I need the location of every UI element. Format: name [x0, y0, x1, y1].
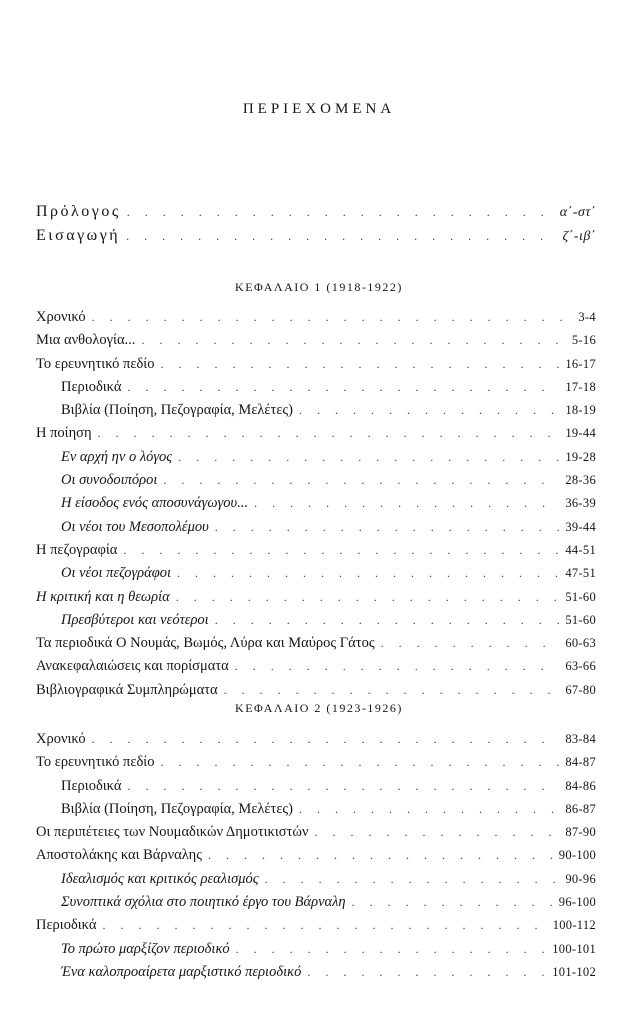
dot-leader	[98, 426, 560, 441]
dot-leader	[92, 732, 560, 747]
toc-entry-title: Βιβλία (Ποίηση, Πεζογραφία, Μελέτες)	[61, 800, 294, 817]
toc-entry	[36, 519, 596, 542]
toc-entry-pages: 83-84	[565, 732, 596, 746]
toc-entry-pages: 5-16	[571, 333, 596, 348]
dot-leader	[163, 473, 559, 488]
dot-leader	[178, 450, 559, 465]
dot-leader	[224, 683, 560, 698]
dot-leader	[127, 380, 559, 395]
dot-leader	[176, 590, 560, 605]
toc-entry	[36, 894, 596, 917]
dot-leader	[126, 229, 556, 244]
dot-leader	[127, 779, 559, 794]
toc-entry	[36, 565, 596, 588]
toc-entry-title: Η είσοδος ενός αποσυνάγωγου...	[61, 495, 249, 512]
dot-leader	[215, 520, 560, 535]
dot-leader	[92, 310, 573, 325]
toc-entry-title: Τα περιοδικά Ο Νουμάς, Βωμός, Λύρα και Μαύρος Γάτος	[36, 635, 375, 652]
toc-entry	[36, 754, 596, 777]
toc-entry	[36, 356, 596, 379]
toc-entry-title: Περιοδικά	[36, 917, 97, 934]
dot-leader	[236, 942, 547, 957]
dot-leader	[299, 802, 559, 817]
toc-entry-pages: 67-80	[565, 682, 596, 697]
toc-entry-title: Το ερευνητικό πεδίο	[36, 355, 155, 372]
toc-entry	[36, 425, 596, 448]
toc-entry-title: Χρονικό	[36, 731, 86, 747]
toc-entry-pages: 63-66	[565, 659, 596, 674]
dot-leader	[235, 659, 560, 674]
toc-entry	[36, 917, 596, 940]
toc-entry-title: Το πρώτο μαρξίζον περιοδικό	[61, 940, 230, 957]
toc-entry-pages: 39-44	[565, 519, 596, 534]
dot-leader	[352, 895, 553, 910]
dot-leader	[215, 613, 560, 628]
toc-entry	[36, 847, 596, 870]
toc-entry-pages: 90-96	[565, 871, 596, 886]
toc-entry	[36, 658, 596, 681]
front-matter-list	[36, 203, 596, 251]
toc-entry-title: Βιβλιογραφικά Συμπληρώματα	[36, 681, 218, 698]
toc-entry-title: Χρονικό	[36, 309, 86, 325]
toc-entry	[36, 472, 596, 495]
toc-entry	[36, 612, 596, 635]
toc-entry-pages: 44-51	[565, 542, 596, 557]
toc-entry-pages: 28-36	[565, 473, 596, 488]
toc-entry-title: Οι περιπέτειες των Νουμαδικών Δημοτικιστών	[36, 824, 309, 841]
toc-entry-title: Περιοδικά	[61, 378, 122, 395]
toc-entry-pages: 17-18	[565, 379, 596, 394]
toc-entry-pages: 47-51	[565, 566, 596, 581]
toc-entry	[36, 871, 596, 894]
chapter-1-list	[36, 309, 596, 705]
toc-entry-title: Οι νέοι πεζογράφοι	[61, 565, 172, 582]
toc-entry-pages: 84-87	[565, 755, 596, 770]
toc-entry	[36, 379, 596, 402]
dot-leader	[208, 848, 553, 863]
toc-entry-title: Η πεζογραφία	[36, 541, 118, 558]
toc-entry-title: Το ερευνητικό πεδίο	[36, 754, 155, 771]
chapter-2-heading: ΚΕΦΑΛΑΙΟ 2 (1923-1926)	[235, 701, 403, 715]
dot-leader	[141, 333, 565, 348]
toc-entry	[36, 964, 596, 987]
toc-entry-title: Η ποίηση	[36, 425, 92, 442]
toc-entry-pages: ζ΄-ιβ΄	[562, 229, 596, 244]
dot-leader	[381, 636, 560, 651]
dot-leader	[160, 755, 559, 770]
toc-entry	[36, 203, 596, 227]
toc-entry	[36, 635, 596, 658]
chapter-1-heading: ΚΕΦΑΛΑΙΟ 1 (1918-1922)	[235, 280, 403, 294]
toc-entry-pages: 51-60	[565, 612, 596, 627]
toc-entry-pages: α΄-στ΄	[559, 205, 596, 220]
dot-leader	[102, 918, 546, 933]
toc-entry-pages: 60-63	[565, 636, 596, 651]
toc-entry-title: Συνοπτικά σχόλια στο ποιητικό έργο του Βάρναλη	[61, 894, 346, 911]
toc-entry-pages: 19-44	[565, 426, 596, 441]
toc-entry-pages: 86-87	[565, 801, 596, 816]
toc-entry-pages: 3-4	[578, 310, 596, 324]
toc-entry-pages: 101-102	[552, 964, 596, 979]
toc-entry	[36, 941, 596, 964]
toc-entry-title: Πρεσβύτεροι και νεότεροι	[61, 611, 209, 628]
toc-entry-pages: 18-19	[565, 403, 596, 418]
toc-entry	[36, 589, 596, 612]
toc-entry-title: Οι νέοι του Μεσοπολέμου	[61, 518, 209, 535]
toc-entry	[36, 824, 596, 847]
dot-leader	[299, 403, 559, 418]
dot-leader	[315, 825, 560, 840]
toc-entry-pages: 100-101	[552, 941, 596, 956]
dot-leader	[160, 357, 559, 372]
toc-entry-title: Ένα καλοπροαίρετα μαρξιστικό περιοδικό	[61, 963, 302, 980]
toc-entry	[36, 449, 596, 472]
dot-leader	[123, 543, 559, 558]
dot-leader	[254, 496, 559, 511]
toc-entry-title: Εν αρχή ην ο λόγος	[61, 448, 173, 465]
chapter-2-list	[36, 731, 596, 987]
toc-entry-title: Βιβλία (Ποίηση, Πεζογραφία, Μελέτες)	[61, 402, 294, 419]
toc-entry-pages: 51-60	[565, 589, 596, 604]
toc-entry-title: Ανακεφαλαιώσεις και πορίσματα	[36, 658, 229, 675]
toc-entry	[36, 332, 596, 355]
toc-entry-title: Αποστολάκης και Βάρναλης	[36, 847, 203, 864]
toc-entry-title: Μια ανθολογία...	[36, 332, 136, 349]
toc-entry	[36, 402, 596, 425]
toc-entry-pages: 36-39	[565, 496, 596, 511]
dot-leader	[307, 965, 546, 980]
toc-entry	[36, 309, 596, 332]
dot-leader	[177, 566, 559, 581]
page-title: ΠΕΡΙΕΧΟΜΕΝΑ	[242, 101, 396, 117]
toc-entry	[36, 801, 596, 824]
dot-leader	[265, 872, 560, 887]
toc-entry	[36, 731, 596, 754]
toc-entry-title: Ιδεαλισμός και κριτικός ρεαλισμός	[61, 870, 259, 887]
toc-entry-title: Η κριτική και η θεωρία	[36, 588, 170, 605]
toc-entry-title: Πρόλογος	[36, 203, 121, 220]
toc-entry	[36, 778, 596, 801]
toc-entry	[36, 542, 596, 565]
toc-entry-title: Περιοδικά	[61, 777, 122, 794]
toc-entry-title: Οι συνοδοιπόροι	[61, 472, 158, 489]
toc-entry	[36, 227, 596, 251]
toc-entry-pages: 87-90	[565, 825, 596, 840]
toc-entry-title: Εισαγωγή	[36, 227, 121, 244]
toc-entry-pages: 16-17	[565, 356, 596, 371]
dot-leader	[127, 205, 554, 220]
toc-entry	[36, 495, 596, 518]
toc-entry-pages: 100-112	[552, 918, 596, 933]
toc-entry-pages: 84-86	[565, 778, 596, 793]
toc-entry-pages: 96-100	[558, 895, 596, 910]
toc-entry-pages: 19-28	[565, 449, 596, 464]
toc-entry-pages: 90-100	[558, 848, 596, 863]
